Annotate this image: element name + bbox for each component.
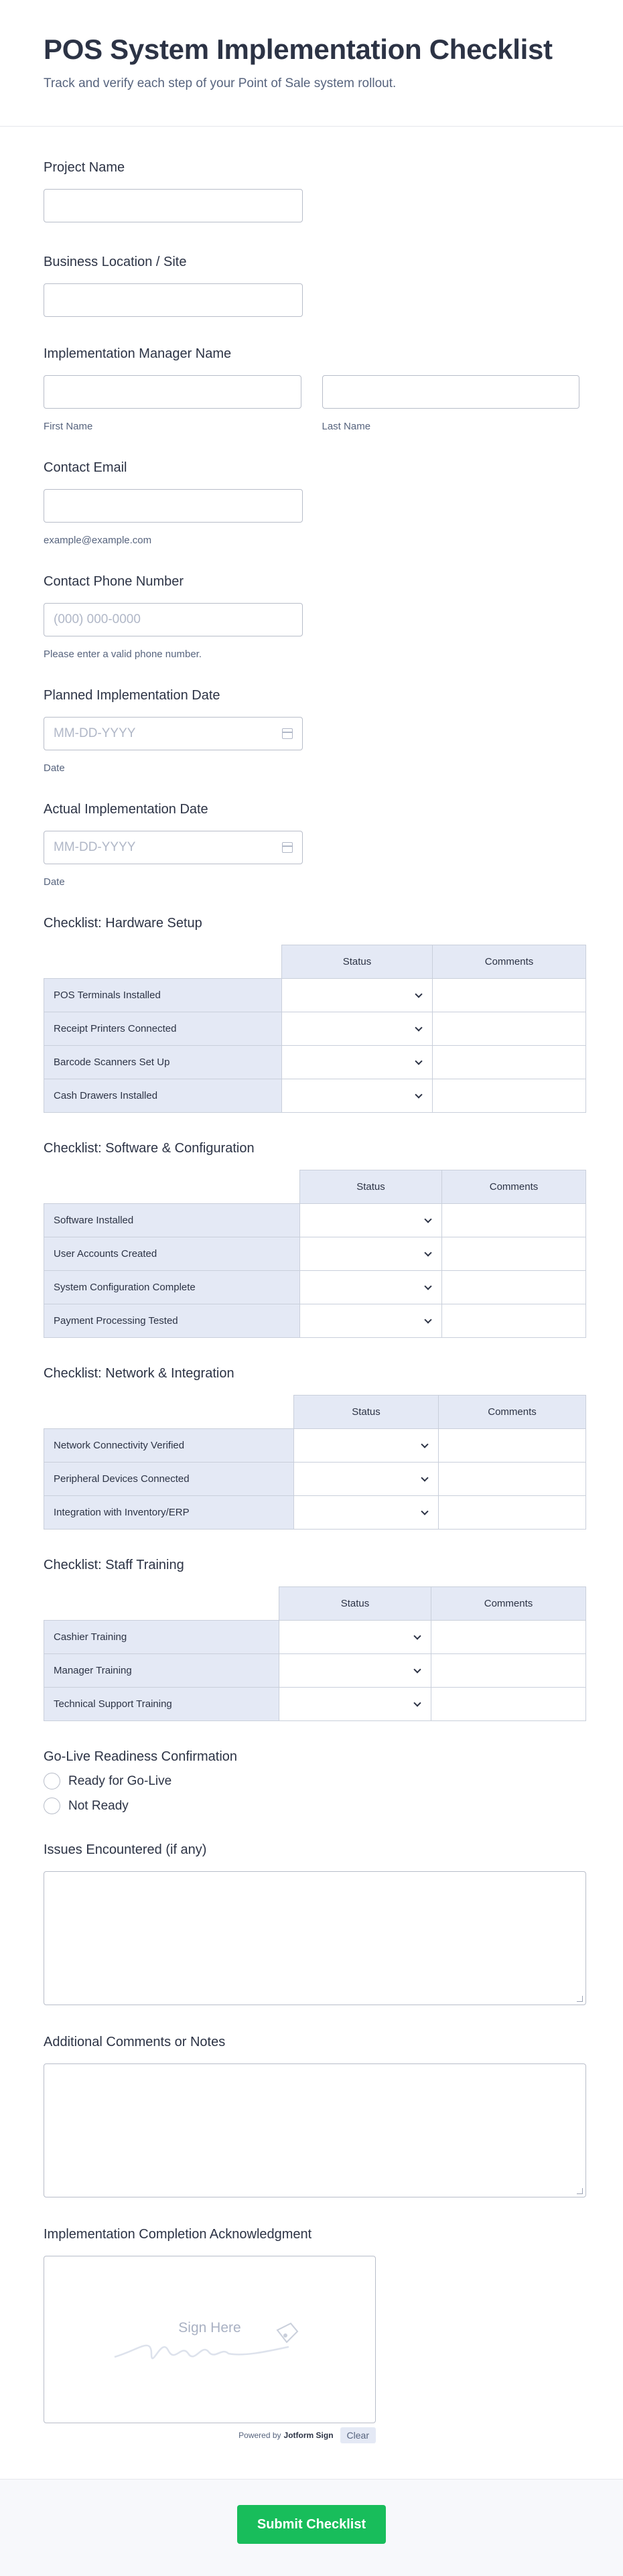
- form-title: POS System Implementation Checklist: [44, 33, 553, 65]
- matrix-row: [44, 1304, 586, 1338]
- hardware-matrix: [44, 945, 586, 1113]
- last-name-input[interactable]: [322, 375, 580, 409]
- radio-ready[interactable]: [44, 1773, 579, 1789]
- comments-input[interactable]: [439, 1496, 586, 1530]
- signature-placeholder: Sign Here: [178, 2320, 241, 2335]
- comments-header: Comments: [442, 1170, 586, 1204]
- project-name-label: Project Name: [44, 160, 125, 175]
- chevron-down-icon: [421, 1507, 428, 1515]
- chevron-down-icon: [413, 1666, 421, 1673]
- radio-not-ready-label: Not Ready: [68, 1798, 129, 1813]
- matrix-row: [44, 1046, 586, 1079]
- chevron-down-icon: [421, 1474, 428, 1481]
- actual-date-placeholder: MM-DD-YYYY: [54, 840, 136, 854]
- chevron-down-icon: [415, 1024, 422, 1031]
- signature-squiggle-icon: [44, 2256, 376, 2424]
- location-input[interactable]: [44, 283, 303, 317]
- form-header: [0, 0, 623, 127]
- first-name-sublabel: First Name: [44, 421, 93, 432]
- status-header: Status: [279, 1587, 431, 1621]
- project-name-input[interactable]: [44, 189, 303, 222]
- phone-label: Contact Phone Number: [44, 574, 184, 589]
- matrix-row: [44, 1621, 586, 1654]
- matrix-row: [44, 1463, 586, 1496]
- matrix-row: [44, 1237, 586, 1271]
- status-dropdown[interactable]: [294, 1429, 439, 1463]
- phone-sublabel: Please enter a valid phone number.: [44, 649, 202, 660]
- chevron-down-icon: [415, 1091, 422, 1098]
- chevron-down-icon: [424, 1215, 431, 1223]
- chevron-down-icon: [424, 1316, 431, 1323]
- signature-footer: [44, 2427, 376, 2443]
- status-dropdown[interactable]: [300, 1204, 442, 1237]
- row-label: Peripheral Devices Connected: [44, 1463, 294, 1496]
- actual-date-label: Actual Implementation Date: [44, 802, 208, 817]
- matrix-row: [44, 1496, 586, 1530]
- software-matrix-field: [44, 1141, 579, 1338]
- comments-header: Comments: [433, 945, 586, 979]
- row-label: Manager Training: [44, 1654, 279, 1688]
- first-name-input[interactable]: [44, 375, 301, 409]
- signature-field: [44, 2227, 579, 2443]
- matrix-row: [44, 1012, 586, 1046]
- comments-input[interactable]: [433, 979, 586, 1012]
- comments-input[interactable]: [431, 1688, 586, 1721]
- planned-date-placeholder: MM-DD-YYYY: [54, 726, 136, 740]
- email-field: [44, 460, 579, 546]
- form-subtitle: Track and verify each step of your Point of Sale system rollout.: [44, 76, 397, 90]
- golive-field: [44, 1749, 579, 1814]
- training-matrix-label: Checklist: Staff Training: [44, 1558, 184, 1572]
- project-name-field: [44, 160, 579, 222]
- calendar-icon[interactable]: [282, 842, 293, 853]
- comments-input[interactable]: [442, 1271, 586, 1304]
- row-label: Integration with Inventory/ERP: [44, 1496, 294, 1530]
- status-dropdown[interactable]: [300, 1237, 442, 1271]
- matrix-row: [44, 1079, 586, 1113]
- row-label: Payment Processing Tested: [44, 1304, 300, 1338]
- status-dropdown[interactable]: [282, 1012, 433, 1046]
- comments-textarea[interactable]: [44, 2063, 586, 2197]
- comments-input[interactable]: [431, 1621, 586, 1654]
- network-matrix-field: [44, 1366, 579, 1530]
- planned-date-input[interactable]: [44, 717, 303, 750]
- chevron-down-icon: [421, 1440, 428, 1448]
- status-dropdown[interactable]: [294, 1496, 439, 1530]
- phone-field: [44, 574, 579, 660]
- powered-by-text: Powered by: [238, 2431, 281, 2440]
- email-sublabel: example@example.com: [44, 535, 152, 546]
- submit-button[interactable]: Submit Checklist: [237, 2505, 386, 2544]
- matrix-row: [44, 1654, 586, 1688]
- chevron-down-icon: [415, 1057, 422, 1065]
- row-label: System Configuration Complete: [44, 1271, 300, 1304]
- comments-header: Comments: [431, 1587, 586, 1621]
- status-dropdown[interactable]: [279, 1688, 431, 1721]
- network-matrix-label: Checklist: Network & Integration: [44, 1366, 234, 1381]
- status-header: Status: [282, 945, 433, 979]
- row-label: Technical Support Training: [44, 1688, 279, 1721]
- comments-field: [44, 2035, 579, 2197]
- comments-input[interactable]: [442, 1237, 586, 1271]
- radio-not-ready[interactable]: [44, 1798, 579, 1814]
- form-footer: [0, 2479, 623, 2576]
- status-dropdown[interactable]: [279, 1621, 431, 1654]
- row-label: User Accounts Created: [44, 1237, 300, 1271]
- chevron-down-icon: [424, 1249, 431, 1256]
- form-body: [0, 160, 623, 2443]
- signature-label: Implementation Completion Acknowledgment: [44, 2227, 312, 2242]
- row-label: Software Installed: [44, 1204, 300, 1237]
- status-header: Status: [294, 1396, 439, 1429]
- status-dropdown[interactable]: [300, 1304, 442, 1338]
- email-input[interactable]: [44, 489, 303, 523]
- row-label: POS Terminals Installed: [44, 979, 282, 1012]
- comments-input[interactable]: [442, 1204, 586, 1237]
- comments-input[interactable]: [439, 1429, 586, 1463]
- issues-label: Issues Encountered (if any): [44, 1842, 207, 1857]
- comments-input[interactable]: [433, 1012, 586, 1046]
- clear-signature-button[interactable]: Clear: [340, 2427, 376, 2443]
- golive-label: Go-Live Readiness Confirmation: [44, 1749, 238, 1764]
- email-label: Contact Email: [44, 460, 127, 475]
- chevron-down-icon: [415, 990, 422, 998]
- status-dropdown[interactable]: [282, 1079, 433, 1113]
- radio-ready-label: Ready for Go-Live: [68, 1773, 172, 1788]
- matrix-row: [44, 1429, 586, 1463]
- comments-input[interactable]: [431, 1654, 586, 1688]
- row-label: Receipt Printers Connected: [44, 1012, 282, 1046]
- matrix-row: [44, 979, 586, 1012]
- row-label: Cashier Training: [44, 1621, 279, 1654]
- comments-header: Comments: [439, 1396, 586, 1429]
- training-matrix: [44, 1586, 586, 1721]
- hardware-matrix-field: [44, 916, 579, 1113]
- software-matrix-label: Checklist: Software & Configuration: [44, 1141, 255, 1156]
- training-matrix-field: [44, 1558, 579, 1721]
- calendar-icon[interactable]: [282, 728, 293, 739]
- software-matrix: [44, 1170, 586, 1338]
- jotform-sign-brand: Jotform Sign: [283, 2431, 334, 2440]
- status-dropdown[interactable]: [294, 1463, 439, 1496]
- row-label: Cash Drawers Installed: [44, 1079, 282, 1113]
- actual-date-input[interactable]: [44, 831, 303, 864]
- phone-input[interactable]: (000) 000-0000: [44, 603, 303, 636]
- radio-circle[interactable]: [44, 1798, 60, 1814]
- comments-input[interactable]: [442, 1304, 586, 1338]
- last-name-sublabel: Last Name: [322, 421, 371, 432]
- manager-field: [44, 346, 579, 432]
- planned-date-label: Planned Implementation Date: [44, 688, 220, 703]
- hardware-matrix-label: Checklist: Hardware Setup: [44, 916, 202, 931]
- actual-date-field: [44, 802, 579, 888]
- comments-input[interactable]: [433, 1046, 586, 1079]
- resize-handle-icon[interactable]: [577, 2188, 583, 2194]
- chevron-down-icon: [424, 1282, 431, 1290]
- status-dropdown[interactable]: [282, 979, 433, 1012]
- issues-field: [44, 1842, 579, 2005]
- comments-input[interactable]: [439, 1463, 586, 1496]
- comments-input[interactable]: [433, 1079, 586, 1113]
- planned-date-field: [44, 688, 579, 774]
- matrix-row: [44, 1271, 586, 1304]
- issues-textarea[interactable]: [44, 1871, 586, 2005]
- status-dropdown[interactable]: [282, 1046, 433, 1079]
- network-matrix: [44, 1395, 586, 1530]
- chevron-down-icon: [413, 1632, 421, 1639]
- status-header: Status: [300, 1170, 442, 1204]
- chevron-down-icon: [413, 1699, 421, 1706]
- comments-label: Additional Comments or Notes: [44, 2035, 226, 2049]
- radio-circle[interactable]: [44, 1773, 60, 1789]
- resize-handle-icon[interactable]: [577, 1996, 583, 2002]
- row-label: Network Connectivity Verified: [44, 1429, 294, 1463]
- location-label: Business Location / Site: [44, 255, 187, 269]
- status-dropdown[interactable]: [300, 1271, 442, 1304]
- signature-pad[interactable]: [44, 2256, 376, 2423]
- manager-label: Implementation Manager Name: [44, 346, 232, 361]
- planned-date-sublabel: Date: [44, 762, 65, 774]
- matrix-row: [44, 1688, 586, 1721]
- status-dropdown[interactable]: [279, 1654, 431, 1688]
- actual-date-sublabel: Date: [44, 876, 65, 888]
- row-label: Barcode Scanners Set Up: [44, 1046, 282, 1079]
- matrix-row: [44, 1204, 586, 1237]
- location-field: [44, 255, 579, 317]
